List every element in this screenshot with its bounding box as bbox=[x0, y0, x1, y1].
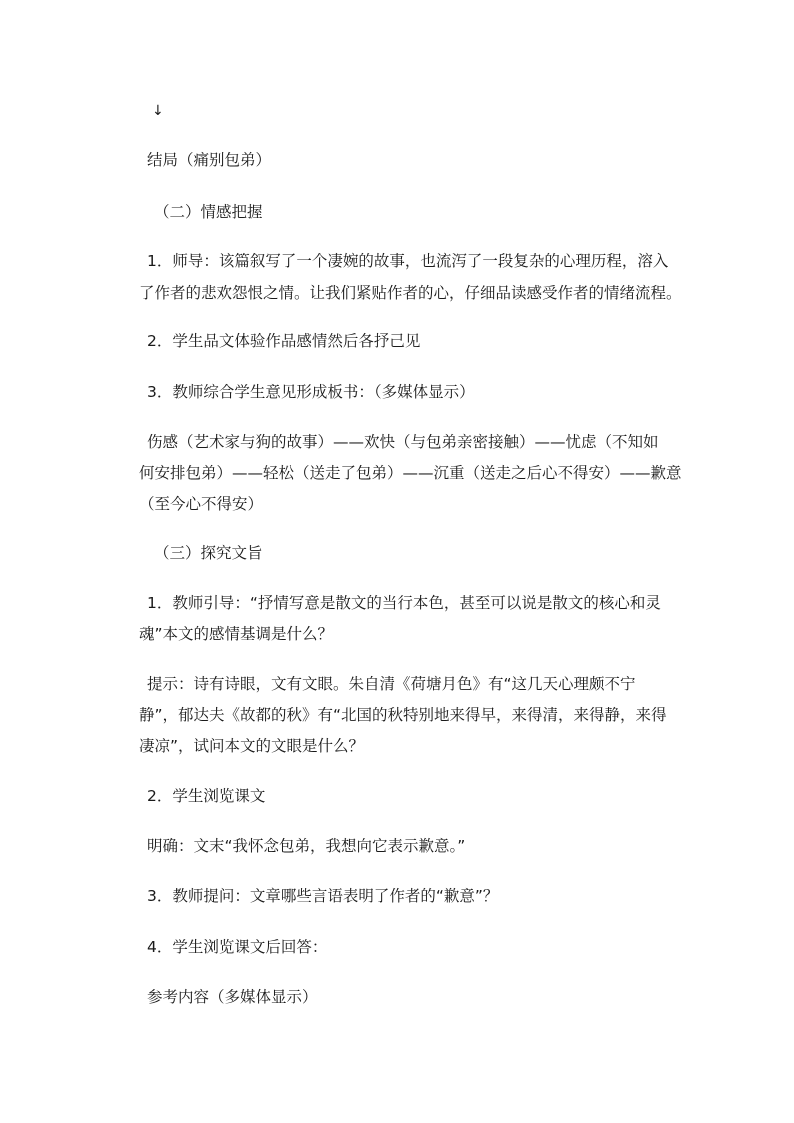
paragraph-line: 了作者的悲欢怨恨之情。让我们紧贴作者的心，仔细品读感受作者的情绪流程。 bbox=[139, 284, 682, 302]
paragraph-line: 结局（痛别包弟） bbox=[147, 151, 272, 169]
paragraph-line: 静”，郁达夫《故都的秋》有“北国的秋特别地来得早，来得清，来得静，来得 bbox=[139, 706, 667, 724]
paragraph-line: （至今心不得安） bbox=[139, 495, 264, 513]
paragraph-line: 2．学生浏览课文 bbox=[147, 787, 266, 805]
paragraph-line: 提示：诗有诗眼，文有文眼。朱自清《荷塘月色》有“这几天心理颇不宁 bbox=[147, 675, 636, 693]
section-heading: （三）探究文旨 bbox=[154, 544, 263, 562]
paragraph-line: 1．师导：该篇叙写了一个凄婉的故事，也流泻了一段复杂的心理历程，溶入 bbox=[147, 252, 669, 270]
paragraph-line: 2．学生品文体验作品感情然后各抒己见 bbox=[147, 332, 421, 350]
paragraph-line: 伤感（艺术家与狗的故事）——欢快（与包弟亲密接触）——忧虑（不知如 bbox=[147, 433, 659, 451]
paragraph-line: 明确：文末“我怀念包弟，我想向它表示歉意。” bbox=[147, 837, 466, 855]
paragraph-line: 1．教师引导：“抒情写意是散文的当行本色，甚至可以说是散文的核心和灵 bbox=[147, 594, 661, 612]
paragraph-line: 参考内容（多媒体显示） bbox=[147, 988, 318, 1006]
paragraph-line: 凄凉”，试问本文的文眼是什么？ bbox=[139, 737, 365, 755]
paragraph-line: 3．教师综合学生意见形成板书：（多媒体显示） bbox=[147, 383, 475, 401]
paragraph-line: 何安排包弟）——轻松（送走了包弟）——沉重（送走之后心不得安）——歉意 bbox=[139, 464, 682, 482]
down-arrow-icon: ↓ bbox=[152, 103, 164, 119]
paragraph-line: 4．学生浏览课文后回答： bbox=[147, 938, 328, 956]
paragraph-line: 3．教师提问：文章哪些言语表明了作者的“歉意”？ bbox=[147, 887, 499, 905]
section-heading: （二）情感把握 bbox=[154, 203, 263, 221]
paragraph-line: 魂”本文的感情基调是什么？ bbox=[139, 625, 334, 643]
